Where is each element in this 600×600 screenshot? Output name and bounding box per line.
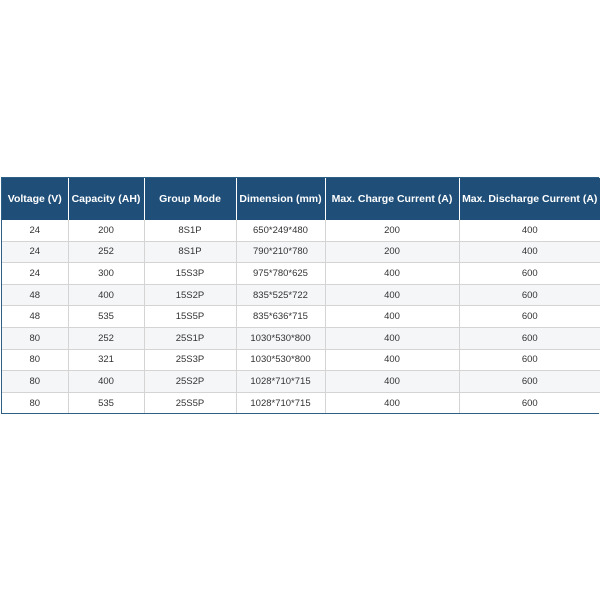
table-body: [2, 220, 600, 413]
cell-dimension: 650*249*480: [236, 220, 325, 241]
header-voltage: Voltage (V): [2, 178, 68, 220]
cell-dimension: 1030*530*800: [236, 327, 325, 349]
cell-voltage: 24: [2, 220, 68, 241]
table-row: [2, 263, 600, 285]
cell-voltage: 80: [2, 371, 68, 393]
cell-capacity: 400: [68, 284, 144, 306]
table-row: [2, 371, 600, 393]
cell-group-mode: 15S5P: [144, 306, 236, 328]
cell-capacity: 252: [68, 241, 144, 263]
cell-voltage: 48: [2, 284, 68, 306]
cell-voltage: 24: [2, 241, 68, 263]
cell-group-mode: 8S1P: [144, 220, 236, 241]
battery-spec-table: [2, 178, 600, 413]
cell-max-charge-current: 400: [325, 349, 459, 371]
cell-capacity: 200: [68, 220, 144, 241]
cell-group-mode: 25S2P: [144, 371, 236, 393]
cell-max-charge-current: 400: [325, 371, 459, 393]
cell-max-charge-current: 400: [325, 263, 459, 285]
cell-dimension: 975*780*625: [236, 263, 325, 285]
table-row: [2, 241, 600, 263]
cell-max-charge-current: 400: [325, 392, 459, 413]
table-row: [2, 349, 600, 371]
cell-voltage: 80: [2, 349, 68, 371]
cell-dimension: 790*210*780: [236, 241, 325, 263]
cell-max-charge-current: 200: [325, 220, 459, 241]
header-row: [2, 178, 600, 220]
cell-max-discharge-current: 600: [459, 263, 600, 285]
cell-voltage: 80: [2, 392, 68, 413]
cell-capacity: 400: [68, 371, 144, 393]
cell-max-charge-current: 400: [325, 327, 459, 349]
cell-max-discharge-current: 600: [459, 306, 600, 328]
cell-group-mode: 25S1P: [144, 327, 236, 349]
cell-group-mode: 15S3P: [144, 263, 236, 285]
cell-voltage: 24: [2, 263, 68, 285]
cell-capacity: 535: [68, 306, 144, 328]
cell-capacity: 321: [68, 349, 144, 371]
cell-dimension: 835*525*722: [236, 284, 325, 306]
cell-max-discharge-current: 600: [459, 392, 600, 413]
table-row: [2, 284, 600, 306]
cell-dimension: 1030*530*800: [236, 349, 325, 371]
cell-dimension: 835*636*715: [236, 306, 325, 328]
cell-max-discharge-current: 400: [459, 241, 600, 263]
cell-max-charge-current: 200: [325, 241, 459, 263]
cell-max-discharge-current: 600: [459, 349, 600, 371]
cell-max-discharge-current: 600: [459, 371, 600, 393]
cell-group-mode: 25S5P: [144, 392, 236, 413]
cell-voltage: 48: [2, 306, 68, 328]
header-capacity: Capacity (AH): [68, 178, 144, 220]
header-dimension: Dimension (mm): [236, 178, 325, 220]
header-max-charge-current: Max. Charge Current (A): [325, 178, 459, 220]
cell-capacity: 300: [68, 263, 144, 285]
cell-max-charge-current: 400: [325, 306, 459, 328]
header-max-discharge-current: Max. Discharge Current (A): [459, 178, 600, 220]
cell-dimension: 1028*710*715: [236, 371, 325, 393]
cell-max-discharge-current: 600: [459, 327, 600, 349]
table-header: [2, 178, 600, 220]
cell-voltage: 80: [2, 327, 68, 349]
table-row: [2, 306, 600, 328]
cell-dimension: 1028*710*715: [236, 392, 325, 413]
table-row: [2, 327, 600, 349]
cell-max-discharge-current: 600: [459, 284, 600, 306]
battery-spec-table-container: [1, 177, 599, 414]
header-group-mode: Group Mode: [144, 178, 236, 220]
cell-group-mode: 8S1P: [144, 241, 236, 263]
cell-max-discharge-current: 400: [459, 220, 600, 241]
cell-capacity: 252: [68, 327, 144, 349]
table-row: [2, 392, 600, 413]
table-row: [2, 220, 600, 241]
cell-capacity: 535: [68, 392, 144, 413]
cell-max-charge-current: 400: [325, 284, 459, 306]
cell-group-mode: 15S2P: [144, 284, 236, 306]
cell-group-mode: 25S3P: [144, 349, 236, 371]
